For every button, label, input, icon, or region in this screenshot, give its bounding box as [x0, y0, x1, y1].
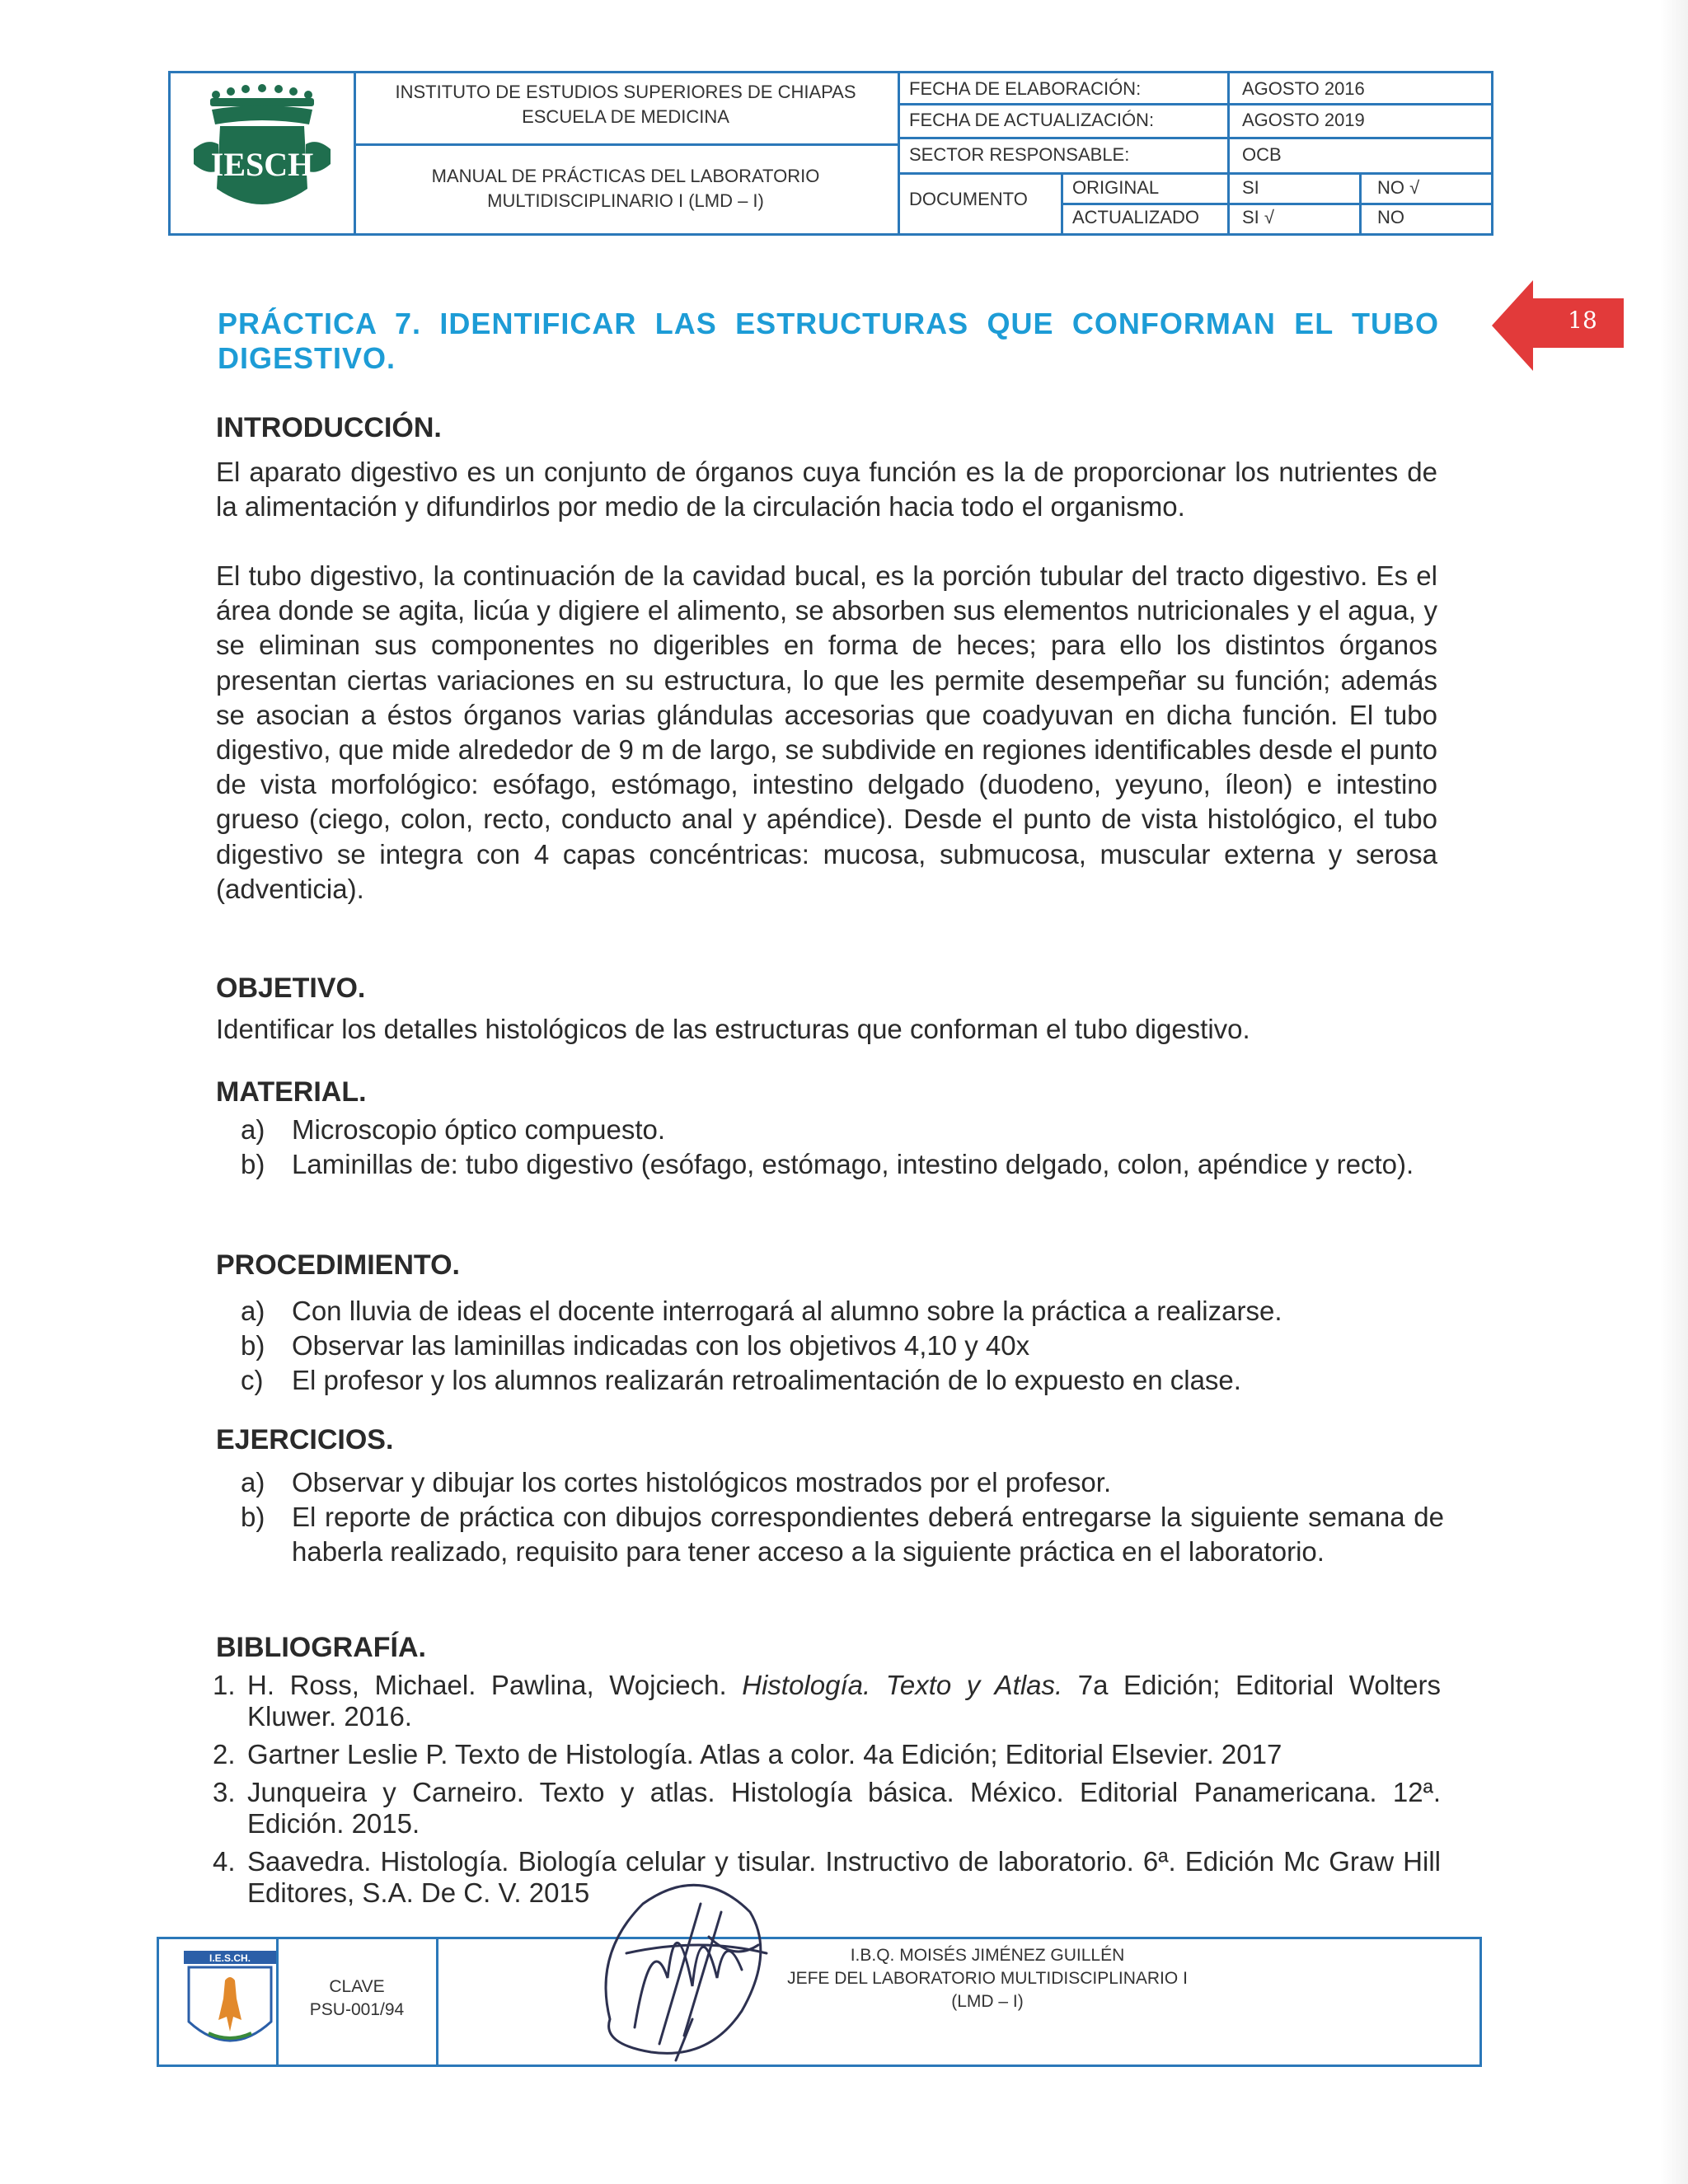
list-item: 2. Gartner Leslie P. Texto de Histología. Atlas a color. 4a Edición; Editorial Elsevier. 2017 — [213, 1739, 1282, 1769]
list-item: b) Observar las laminillas indicadas con los objetivos 4,10 y 40x — [241, 1330, 1030, 1361]
document-header-table — [168, 71, 1493, 236]
introduccion-paragraph-2: El tubo digestivo, la continuación de la cavidad bucal, es la porción tubular del tracto digestivo. Es el área donde se agita, licúa y digiere el alimento, se absorben sus elementos nutricionales y el agua, y se eliminan sus componentes no digeribles en forma de heces; para ello los distintos órganos presentan ciertas variaciones en su estructura, lo que les permite desempeñar su función; además se asocian a éstos órganos varias glándulas accesorias que coadyuvan en dicha función. El tubo digestivo, que mide alrededor de 9 m de largo, se subdivide en regiones identificables desde el punto de vista morfológico: esófago, estómago, intestino delgado (duodeno, yeyuno, íleon) e intestino grueso (ciego, colon, recto, conducto anal y apéndice). Desde el punto de vista histológico, el tubo digestivo se integra con 4 capas concéntricas: mucosa, submucosa, muscular externa y serosa (adventicia). — [216, 560, 1437, 904]
signer-lab: (LMD – I) — [951, 1992, 1024, 2011]
iesch-logo — [171, 73, 354, 233]
original-no: NO √ — [1377, 177, 1420, 198]
iesch-seal — [184, 1951, 276, 2055]
manual-title-line2: MULTIDISCIPLINARIO I (LMD – I) — [487, 190, 764, 211]
list-item: a) Microscopio óptico compuesto. — [241, 1114, 666, 1145]
material-heading: MATERIAL. — [216, 1076, 367, 1108]
fecha-actualizacion-label: FECHA DE ACTUALIZACIÓN: — [909, 110, 1155, 130]
sector-responsable-label: SECTOR RESPONSABLE: — [909, 144, 1130, 165]
list-item: b) Laminillas de: tubo digestivo (esófago, estómago, intestino delgado, colon, apéndice y recto). — [241, 1149, 1414, 1179]
list-item: a) Observar y dibujar los cortes histológicos mostrados por el profesor. — [241, 1467, 1112, 1497]
ejercicios-list — [216, 1465, 1444, 1569]
manual-title-line1: MANUAL DE PRÁCTICAS DEL LABORATORIO — [431, 166, 820, 186]
iesch-seal-icon — [184, 1951, 276, 2055]
iesch-logo-icon — [171, 73, 354, 233]
list-item: b) El reporte de práctica con dibujos correspondientes deberá entregarse la siguiente semana de haberla realizado, requisito para tener acceso a la siguiente práctica en el laboratorio. — [241, 1502, 1444, 1567]
bibliografia-list — [213, 1670, 1441, 1915]
handwritten-signature-icon — [577, 1854, 824, 2069]
page-number: 18 — [1568, 307, 1597, 334]
school-name: ESCUELA DE MEDICINA — [522, 106, 729, 127]
signer-name: I.B.Q. MOISÉS JIMÉNEZ GUILLÉN — [850, 1946, 1125, 1965]
bibliografia-heading: BIBLIOGRAFÍA. — [216, 1632, 426, 1663]
procedimiento-heading: PROCEDIMIENTO. — [216, 1249, 460, 1281]
signer-role: JEFE DEL LABORATORIO MULTIDISCIPLINARIO I — [787, 1969, 1188, 1988]
original-si: SI — [1242, 177, 1259, 198]
list-item: a) Con lluvia de ideas el docente interrogará al alumno sobre la práctica a realizarse. — [241, 1296, 1282, 1326]
clave-label: CLAVE — [329, 1977, 385, 1996]
material-list — [216, 1113, 1444, 1182]
logo-letters: IESCH — [210, 146, 314, 183]
svg-text:I.E.S.CH.: I.E.S.CH. — [209, 1952, 251, 1964]
clave-value: PSU-001/94 — [309, 2000, 405, 2019]
fecha-actualizacion-value: AGOSTO 2019 — [1242, 110, 1365, 130]
actualizado-no: NO — [1377, 207, 1404, 227]
introduccion-paragraph-1: El aparato digestivo es un conjunto de órganos cuya función es la de proporcionar los nutrientes de la alimentación y difundirlos por medio de la circulación hacia todo el organismo. — [216, 457, 1437, 523]
fecha-elaboracion-value: AGOSTO 2016 — [1242, 78, 1365, 99]
fecha-elaboracion-label: FECHA DE ELABORACIÓN: — [909, 78, 1142, 99]
objetivo-text: Identificar los detalles histológicos de las estructuras que conforman el tubo digestivo. — [216, 1014, 1250, 1044]
list-item: 4. Saavedra. Histología. Biología celular y tisular. Instructivo de laboratorio. 6ª. Edición Mc Graw Hill Editores, S.A. De C. V. 2015 — [213, 1846, 1441, 1908]
list-item: 3. Junqueira y Carneiro. Texto y atlas. Histología básica. México. Editorial Panamericana. 12ª. Edición. 2015. — [213, 1777, 1441, 1839]
list-item: c) El profesor y los alumnos realizarán retroalimentación de lo expuesto en clase. — [241, 1365, 1241, 1395]
page-edge-shadow — [1660, 0, 1688, 2184]
list-item: 1. H. Ross, Michael. Pawlina, Wojciech. Histología. Texto y Atlas. 7a Edición; Editorial Wolters Kluwer. 2016. — [213, 1670, 1442, 1732]
practice-title: PRÁCTICA 7. IDENTIFICAR LAS ESTRUCTURAS QUE CONFORMAN EL TUBO DIGESTIVO. — [218, 307, 1439, 375]
ejercicios-heading: EJERCICIOS. — [216, 1424, 394, 1455]
procedimiento-list — [216, 1294, 1444, 1398]
actualizado-si: SI √ — [1242, 207, 1274, 227]
objetivo-heading: OBJETIVO. — [216, 972, 366, 1004]
sector-responsable-value: OCB — [1242, 144, 1282, 165]
institute-name: INSTITUTO DE ESTUDIOS SUPERIORES DE CHIAPAS — [395, 82, 856, 102]
introduccion-heading: INTRODUCCIÓN. — [216, 412, 442, 443]
original-label: ORIGINAL — [1072, 177, 1160, 198]
actualizado-label: ACTUALIZADO — [1072, 207, 1200, 227]
documento-label: DOCUMENTO — [909, 189, 1028, 209]
